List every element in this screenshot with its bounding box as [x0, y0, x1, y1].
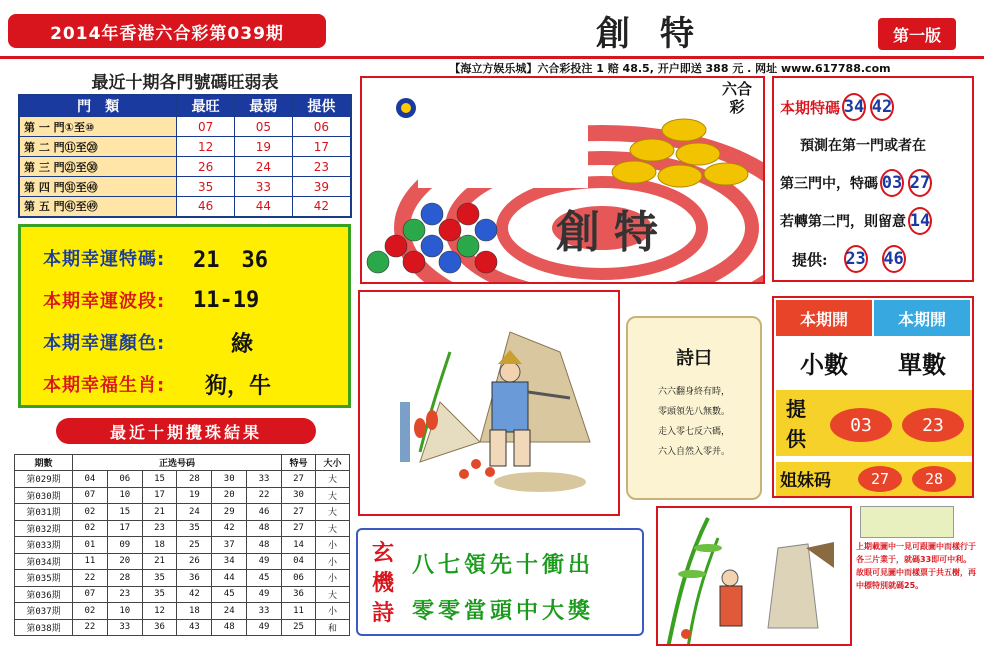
table-row	[15, 586, 350, 603]
bamboo-illustration	[656, 506, 852, 646]
results-table-body	[15, 471, 350, 636]
number-cell: 06	[107, 471, 142, 488]
mystery-poem-line: 八七領先十衝出	[412, 552, 595, 578]
number-cell: 37	[212, 537, 247, 554]
table-cell: 12	[177, 137, 235, 157]
table-row	[15, 487, 350, 504]
number-cell: 02	[73, 603, 108, 620]
number-cell: 30	[212, 471, 247, 488]
mystery-poem-label: 玄機詩	[371, 540, 394, 626]
number-cell: 24	[177, 504, 212, 521]
number-cell: 34	[212, 553, 247, 570]
table-row	[19, 177, 351, 197]
table-cell: 42	[292, 197, 351, 217]
table-row	[15, 570, 350, 587]
table-header-cell: 最旺	[177, 95, 235, 117]
thumbnail-image	[860, 506, 954, 538]
number-cell: 15	[142, 471, 177, 488]
code-circle: 27	[908, 169, 932, 197]
table-cell: 17	[292, 137, 351, 157]
table-header-cell: 期數	[15, 455, 73, 471]
lucky-row	[43, 363, 348, 405]
size-cell: 大	[316, 586, 350, 603]
number-cell: 07	[73, 586, 108, 603]
poem-line: 走入零七反六碼，	[657, 427, 730, 437]
special-number-cell: 04	[282, 553, 316, 570]
lucky-row	[43, 279, 348, 321]
sister-oval: 27	[858, 466, 902, 492]
number-cell: 20	[212, 487, 247, 504]
code-circle: 46	[882, 245, 906, 273]
number-cell: 17	[142, 487, 177, 504]
number-cell: 09	[107, 537, 142, 554]
table-row	[19, 117, 351, 137]
special-code-label: 本期特碼	[780, 98, 841, 117]
number-cell: 44	[212, 570, 247, 587]
special-number-cell: 11	[282, 603, 316, 620]
number-cell: 28	[107, 570, 142, 587]
header-divider	[0, 56, 984, 59]
sister-oval: 28	[912, 466, 956, 492]
period-cell: 第034期	[15, 553, 73, 570]
page-title: 創特	[596, 14, 724, 54]
number-cell: 23	[142, 520, 177, 537]
table-row	[19, 197, 351, 217]
code-circle: 42	[870, 93, 894, 121]
number-cell: 25	[177, 537, 212, 554]
number-cell: 01	[73, 537, 108, 554]
ad-banner: 【海立方娱乐城】六合彩投注 1 赔 48.5, 开户即送 388 元 . 网址 www.617788.com	[449, 62, 891, 75]
table-header-row	[19, 95, 351, 117]
warrior-scene-drawing	[360, 292, 620, 516]
hot-cold-table-title: 最近十期各門號碼旺弱表	[91, 73, 279, 93]
table-header-cell: 最弱	[234, 95, 292, 117]
size-cell: 小	[316, 553, 350, 570]
number-cell: 18	[177, 603, 212, 620]
number-cell: 33	[247, 471, 282, 488]
table-cell: 46	[177, 197, 235, 217]
number-cell: 36	[177, 570, 212, 587]
table-cell: 23	[292, 157, 351, 177]
size-cell: 大	[316, 520, 350, 537]
table-cell: 35	[177, 177, 235, 197]
poem-line: 六六翻身終有時，	[657, 387, 730, 397]
number-cell: 43	[177, 619, 212, 636]
number-cell: 11	[73, 553, 108, 570]
main-big-text: 創特	[556, 207, 672, 258]
poem-line: 零頭領先八無數。	[657, 407, 730, 417]
table-header-cell: 門 類	[19, 95, 177, 117]
poem-line: 六入自然入零并。	[657, 447, 730, 457]
sister-label: 姐妹码	[780, 471, 831, 491]
number-cell: 22	[73, 570, 108, 587]
table-cell: 44	[234, 197, 292, 217]
number-cell: 33	[107, 619, 142, 636]
provide-label: 提供:	[792, 250, 828, 269]
special-number-cell: 14	[282, 537, 316, 554]
number-cell: 02	[73, 504, 108, 521]
table-row	[15, 504, 350, 521]
special-number-cell: 30	[282, 487, 316, 504]
prediction-text: 若轉第二門，則留意	[780, 214, 906, 230]
provide-label: 提供	[786, 397, 806, 451]
number-cell: 48	[247, 520, 282, 537]
number-cell: 45	[247, 570, 282, 587]
table-cell: 39	[292, 177, 351, 197]
lucky-value: 11-19	[193, 287, 260, 313]
parity-header: 本期開	[874, 300, 970, 336]
number-cell: 35	[142, 586, 177, 603]
table-cell: 07	[177, 117, 235, 137]
size-cell: 和	[316, 619, 350, 636]
special-number-cell: 25	[282, 619, 316, 636]
number-cell: 48	[212, 619, 247, 636]
results-table	[14, 454, 350, 636]
period-cell: 第029期	[15, 471, 73, 488]
number-cell: 07	[73, 487, 108, 504]
number-cell: 15	[107, 504, 142, 521]
lucky-value: 綠	[231, 330, 254, 357]
lucky-label: 本期幸福生肖:	[43, 375, 166, 396]
size-cell: 大	[316, 487, 350, 504]
code-circle: 03	[880, 169, 904, 197]
table-row	[15, 471, 350, 488]
lottery-logo-text: 六合彩	[722, 80, 753, 116]
poem-title: 詩曰	[676, 348, 712, 369]
mystery-poem-box	[356, 528, 644, 636]
issue-banner: 2014年香港六合彩第039期	[8, 14, 326, 48]
table-cell: 19	[234, 137, 292, 157]
number-cell: 22	[247, 487, 282, 504]
table-row	[19, 157, 351, 177]
special-number-cell: 06	[282, 570, 316, 587]
results-banner: 最近十期攪珠結果	[56, 418, 316, 444]
parity-header: 本期開	[776, 300, 872, 336]
table-cell: 26	[177, 157, 235, 177]
period-cell: 第030期	[15, 487, 73, 504]
period-cell: 第038期	[15, 619, 73, 636]
prediction-line	[780, 202, 966, 240]
warrior-illustration	[358, 290, 620, 516]
table-row	[15, 603, 350, 620]
number-cell: 29	[212, 504, 247, 521]
number-cell: 04	[73, 471, 108, 488]
number-cell: 33	[247, 603, 282, 620]
parity-value: 單數	[898, 349, 946, 379]
number-cell: 17	[107, 520, 142, 537]
lucky-label: 本期幸運顏色:	[43, 333, 166, 354]
number-cell: 02	[73, 520, 108, 537]
provide-oval: 23	[902, 408, 964, 442]
number-cell: 26	[177, 553, 212, 570]
row-label: 第 五 門㊶至㊾	[19, 197, 177, 217]
lucky-label: 本期幸運特碼:	[43, 249, 166, 270]
mystery-poem-line: 零零當頭中大獎	[412, 598, 595, 624]
number-cell: 12	[142, 603, 177, 620]
parity-box	[772, 296, 974, 498]
parity-value: 小數	[800, 349, 848, 379]
special-code-box	[772, 76, 974, 282]
period-cell: 第036期	[15, 586, 73, 603]
period-cell: 第037期	[15, 603, 73, 620]
special-code-row	[780, 88, 966, 126]
period-cell: 第031期	[15, 504, 73, 521]
poem-scroll	[626, 316, 762, 500]
number-cell: 21	[142, 553, 177, 570]
lucky-value: 21 36	[193, 247, 268, 273]
table-cell: 06	[292, 117, 351, 137]
number-cell: 35	[177, 520, 212, 537]
row-label: 第 一 門①至⑩	[19, 117, 177, 137]
number-cell: 49	[247, 619, 282, 636]
prediction-line	[780, 164, 966, 202]
hot-cold-table	[18, 94, 352, 218]
table-row	[15, 553, 350, 570]
table-header-row	[15, 455, 350, 471]
period-cell: 第035期	[15, 570, 73, 587]
number-cell: 48	[247, 537, 282, 554]
size-cell: 小	[316, 570, 350, 587]
table-row	[19, 137, 351, 157]
number-cell: 49	[247, 586, 282, 603]
table-row	[15, 537, 350, 554]
prediction-text: 第三門中，特碼	[780, 176, 878, 192]
special-number-cell: 36	[282, 586, 316, 603]
number-cell: 28	[177, 471, 212, 488]
code-circle: 23	[844, 245, 868, 273]
number-cell: 18	[142, 537, 177, 554]
lucky-row	[43, 321, 348, 363]
number-cell: 10	[107, 603, 142, 620]
period-cell: 第033期	[15, 537, 73, 554]
code-circle: 14	[908, 207, 932, 235]
lucky-row	[43, 237, 348, 279]
size-cell: 小	[316, 603, 350, 620]
size-cell: 大	[316, 471, 350, 488]
number-cell: 42	[212, 520, 247, 537]
number-cell: 24	[212, 603, 247, 620]
table-row	[15, 619, 350, 636]
table-cell: 05	[234, 117, 292, 137]
number-cell: 19	[177, 487, 212, 504]
lucky-value: 狗，牛	[205, 372, 272, 399]
row-label: 第 四 門㉛至㊵	[19, 177, 177, 197]
number-cell: 23	[107, 586, 142, 603]
special-number-cell: 27	[282, 471, 316, 488]
number-cell: 21	[142, 504, 177, 521]
number-cell: 20	[107, 553, 142, 570]
table-cell: 24	[234, 157, 292, 177]
code-circle: 34	[842, 93, 866, 121]
edition-badge: 第一版	[878, 18, 956, 50]
special-number-cell: 27	[282, 520, 316, 537]
number-cell: 36	[142, 619, 177, 636]
bamboo-scene-drawing	[658, 508, 852, 646]
number-cell: 35	[142, 570, 177, 587]
lucky-label: 本期幸運波段:	[43, 291, 166, 312]
table-row	[15, 520, 350, 537]
provide-oval: 03	[830, 408, 892, 442]
provide-line	[780, 240, 966, 278]
table-header-cell: 提供	[292, 95, 351, 117]
table-header-cell: 特号	[282, 455, 316, 471]
row-label: 第 三 門㉑至㉚	[19, 157, 177, 177]
size-cell: 小	[316, 537, 350, 554]
table-header-cell: 正选号码	[73, 455, 282, 471]
number-cell: 10	[107, 487, 142, 504]
prediction-line: 預測在第一門或者在	[800, 138, 926, 154]
number-cell: 49	[247, 553, 282, 570]
special-number-cell: 27	[282, 504, 316, 521]
size-cell: 大	[316, 504, 350, 521]
row-label: 第 二 門⑪至⑳	[19, 137, 177, 157]
number-cell: 45	[212, 586, 247, 603]
period-cell: 第032期	[15, 520, 73, 537]
number-cell: 22	[73, 619, 108, 636]
table-header-cell: 大小	[316, 455, 350, 471]
number-cell: 42	[177, 586, 212, 603]
lucky-box	[18, 224, 351, 408]
number-cell: 46	[247, 504, 282, 521]
hint-text: 上期載圖中一見可跟圖中而樣行于各三片業于，就碼33即可中利。故眼可見圖中而樣票于共五樹，再中標特別就碼25。	[856, 542, 976, 590]
table-cell: 33	[234, 177, 292, 197]
